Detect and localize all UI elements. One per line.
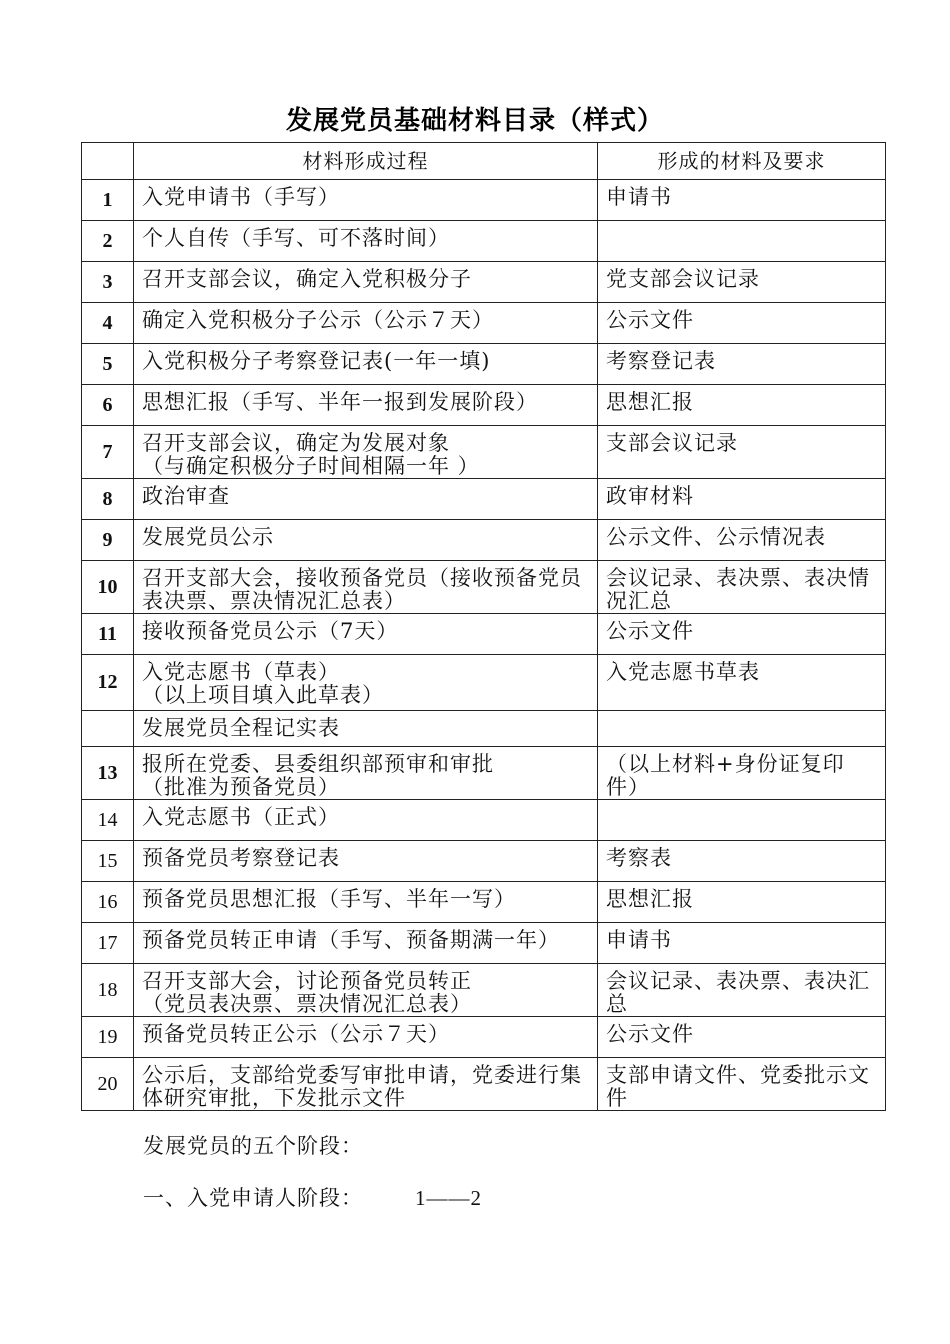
row-process: 入党志愿书（正式） (142, 805, 340, 829)
row-materials (606, 800, 877, 806)
row-materials-cell (598, 344, 886, 385)
row-number: 1 (82, 180, 134, 221)
table-row (82, 426, 886, 479)
table-row (82, 923, 886, 964)
row-process: 报所在党委、县委组织部预审和审批 （批准为预备党员） (142, 752, 494, 799)
materials-table (81, 142, 886, 1111)
row-process-cell (134, 1058, 598, 1111)
header-materials: 形成的材料及要求 (598, 143, 886, 180)
row-process-cell (134, 923, 598, 964)
table-row (82, 180, 886, 221)
row-materials-cell (598, 303, 886, 344)
row-materials-cell (598, 800, 886, 841)
row-materials: 考察登记表 (606, 349, 716, 373)
row-process: 预备党员考察登记表 (142, 846, 340, 870)
row-materials-cell (598, 841, 886, 882)
row-materials: 党支部会议记录 (606, 267, 760, 291)
row-number: 15 (82, 841, 134, 882)
row-materials-cell (598, 520, 886, 561)
table-row (82, 221, 886, 262)
row-process-cell (134, 1017, 598, 1058)
row-process: 入党申请书（手写） (142, 185, 340, 209)
row-materials-cell (598, 711, 886, 747)
row-number: 9 (82, 520, 134, 561)
table-row (82, 800, 886, 841)
row-materials (606, 221, 877, 227)
row-process: 确定入党积极分子公示（公示７天） (142, 308, 494, 332)
row-materials: 会议记录、表决票、表决情况汇总 (606, 566, 870, 613)
row-materials: 公示文件 (606, 619, 694, 643)
row-materials-cell (598, 655, 886, 711)
row-materials-cell (598, 221, 886, 262)
row-process-cell (134, 614, 598, 655)
row-number: 6 (82, 385, 134, 426)
row-process-cell (134, 520, 598, 561)
row-materials-cell (598, 747, 886, 800)
row-materials: 入党志愿书草表 (606, 660, 760, 684)
row-process-cell (134, 385, 598, 426)
row-materials-cell (598, 1058, 886, 1111)
table-row (82, 882, 886, 923)
row-materials (606, 711, 877, 717)
row-materials-cell (598, 1017, 886, 1058)
row-process: 预备党员转正公示（公示７天） (142, 1022, 450, 1046)
page-title: 发展党员基础材料目录（样式） (285, 106, 664, 136)
row-process-cell (134, 655, 598, 711)
row-materials-cell (598, 561, 886, 614)
table-header-row (82, 143, 886, 180)
table-row (82, 747, 886, 800)
row-number: 4 (82, 303, 134, 344)
row-process: 召开支部会议，确定为发展对象 （与确定积极分子时间相隔一年 ） (142, 431, 480, 478)
row-process: 入党志愿书（草表） （以上项目填入此草表） (142, 660, 384, 707)
row-process: 思想汇报（手写、半年一报到发展阶段） (142, 390, 538, 414)
row-number: 2 (82, 221, 134, 262)
row-process: 公示后，支部给党委写审批申请，党委进行集体研究审批，下发批示文件 (142, 1063, 582, 1110)
table-row (82, 655, 886, 711)
table-row (82, 344, 886, 385)
row-number: 17 (82, 923, 134, 964)
table-row (82, 303, 886, 344)
row-number: 14 (82, 800, 134, 841)
row-process: 发展党员全程记实表 (142, 716, 340, 740)
row-process-cell (134, 221, 598, 262)
row-number: 7 (82, 426, 134, 479)
row-number: 13 (82, 747, 134, 800)
row-process-cell (134, 882, 598, 923)
table-row (82, 614, 886, 655)
table-row (82, 479, 886, 520)
row-process-cell (134, 426, 598, 479)
row-process: 召开支部会议，确定入党积极分子 (142, 267, 472, 291)
table-row (82, 1058, 886, 1111)
row-process-cell (134, 262, 598, 303)
stage-1-line (143, 1182, 482, 1212)
row-process: 召开支部大会，讨论预备党员转正 （党员表决票、票决情况汇总表） (142, 969, 472, 1016)
row-materials-cell (598, 614, 886, 655)
row-number: 10 (82, 561, 134, 614)
table-row (82, 561, 886, 614)
row-materials: 政审材料 (606, 484, 694, 508)
row-materials: （以上材料+身份证复印件） (606, 752, 845, 799)
table-row (82, 841, 886, 882)
row-number: 16 (82, 882, 134, 923)
row-process: 预备党员转正申请（手写、预备期满一年） (142, 928, 560, 952)
row-process: 召开支部大会，接收预备党员（接收预备党员表决票、票决情况汇总表） (142, 566, 582, 613)
row-materials-cell (598, 882, 886, 923)
table-row (82, 711, 886, 747)
row-number: 12 (82, 655, 134, 711)
row-materials: 考察表 (606, 846, 672, 870)
row-materials: 支部会议记录 (606, 431, 738, 455)
row-materials: 申请书 (606, 185, 672, 209)
row-materials: 思想汇报 (606, 390, 694, 414)
row-materials: 思想汇报 (606, 887, 694, 911)
row-materials-cell (598, 923, 886, 964)
row-number: 19 (82, 1017, 134, 1058)
row-materials-cell (598, 262, 886, 303)
table-row (82, 520, 886, 561)
row-process: 政治审查 (142, 484, 230, 508)
row-number: 3 (82, 262, 134, 303)
table-row (82, 385, 886, 426)
row-process-cell (134, 711, 598, 747)
materials-table-body (82, 143, 886, 1111)
row-process-cell (134, 180, 598, 221)
row-number: 5 (82, 344, 134, 385)
row-process: 接收预备党员公示（7天） (142, 619, 399, 643)
table-row (82, 1017, 886, 1058)
row-number: 11 (82, 614, 134, 655)
row-process-cell (134, 479, 598, 520)
row-materials: 申请书 (606, 928, 672, 952)
row-materials: 会议记录、表决票、表决汇总 (606, 969, 870, 1016)
row-process-cell (134, 303, 598, 344)
row-number (82, 711, 134, 747)
row-number: 18 (82, 964, 134, 1017)
row-number: 8 (82, 479, 134, 520)
row-process: 入党积极分子考察登记表(一年一填) (142, 349, 491, 373)
stage-1-label: 一、入党申请人阶段： (143, 1186, 363, 1210)
header-num (82, 143, 134, 180)
row-materials-cell (598, 385, 886, 426)
row-materials-cell (598, 426, 886, 479)
row-materials-cell (598, 479, 886, 520)
stage-1-range: 1——2 (415, 1186, 482, 1210)
row-materials: 公示文件 (606, 1022, 694, 1046)
row-materials-cell (598, 964, 886, 1017)
row-process: 预备党员思想汇报（手写、半年一写） (142, 887, 516, 911)
row-process-cell (134, 800, 598, 841)
row-process-cell (134, 344, 598, 385)
row-process: 个人自传（手写、可不落时间） (142, 226, 450, 250)
stages-heading: 发展党员的五个阶段： (143, 1134, 363, 1158)
row-materials: 支部申请文件、党委批示文件 (606, 1063, 870, 1110)
table-row (82, 964, 886, 1017)
row-materials: 公示文件 (606, 308, 694, 332)
row-number: 20 (82, 1058, 134, 1111)
table-row (82, 262, 886, 303)
row-process: 发展党员公示 (142, 525, 274, 549)
row-process-cell (134, 747, 598, 800)
row-process-cell (134, 964, 598, 1017)
row-materials: 公示文件、公示情况表 (606, 525, 826, 549)
row-process-cell (134, 561, 598, 614)
row-materials-cell (598, 180, 886, 221)
row-process-cell (134, 841, 598, 882)
header-process: 材料形成过程 (134, 143, 598, 180)
